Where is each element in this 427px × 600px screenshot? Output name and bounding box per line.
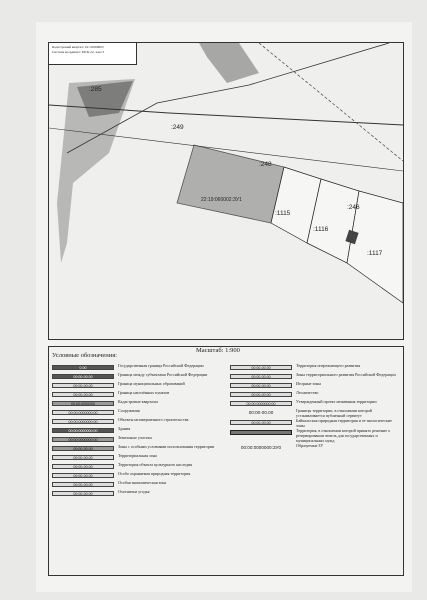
legend-item [230, 373, 398, 381]
legend-item [52, 463, 222, 471]
hatched-zone-top [199, 43, 259, 83]
legend-item [52, 445, 222, 453]
legend-description: Охотничьи угодья [118, 489, 150, 494]
legend-item [230, 409, 398, 418]
legend-item [52, 364, 222, 372]
legend-description: Границы территории, в отношении которой устанавливается публичный сервитут [296, 408, 372, 418]
label-246: :246 [347, 204, 360, 211]
legend-item [230, 364, 398, 372]
legend-description: Граница между субъектами Российской Федерации [118, 372, 208, 377]
legend-column-right [230, 364, 398, 453]
label-parcel-main: 22:19:060002:ЗУ1 [201, 197, 242, 203]
legend-description: Особо охраняемая природная территория [118, 471, 191, 476]
legend-description: Здания [118, 426, 131, 431]
legend-item [52, 472, 222, 480]
legend-symbol: 00:00:0000000:00 [52, 428, 114, 433]
legend-symbol: 00:00-00.00 [52, 374, 114, 379]
legend-description: Территория, в отношении которой принято решение о резервировании земель для государственных и муниципальных нужд [296, 428, 391, 443]
legend-symbol: 00:00-00.00 [52, 455, 114, 460]
map-scale: Масштаб: 1:900 [196, 347, 240, 354]
legend-symbol: 00:00-00.00 [230, 383, 292, 388]
legend-column-left [52, 364, 222, 499]
legend-symbol: 00:00:0000000:00 [52, 410, 114, 415]
legend-symbol: 00:00:0000000:ЗУ0 [240, 445, 282, 451]
legend-symbol: 00:00-00.00 [52, 392, 114, 397]
legend-symbol: 00:00-00.00 [230, 374, 292, 379]
legend-symbol: 00:00:0000000:00 [52, 437, 114, 442]
legend-item [230, 444, 398, 452]
legend-symbol: 0.00 [52, 365, 114, 370]
legend-item [230, 419, 398, 428]
legend-description: Байкальская природная территория и ее экологические зоны [296, 418, 392, 428]
legend-symbol: 00:00-00.00 [52, 482, 114, 487]
cadastral-map [49, 43, 403, 339]
info-coords: Система координат: МСК-22, зона 3 [52, 49, 105, 54]
legend-symbol: 00:00-00.00 [52, 383, 114, 388]
legend-description: Граница населённых пунктов [118, 390, 170, 395]
map-frame [48, 42, 404, 340]
legend-item [52, 454, 222, 462]
legend-symbol [230, 430, 292, 435]
legend-item [52, 409, 222, 417]
legend-item [52, 436, 222, 444]
legend-item [52, 418, 222, 426]
legend-item [52, 427, 222, 435]
parcel-zu1 [177, 145, 284, 223]
legend-item [52, 490, 222, 498]
label-1116: :1116 [313, 226, 329, 233]
label-249: :249 [171, 124, 184, 131]
legend-item [52, 373, 222, 381]
legend-symbol: 00:00-00.00 [52, 491, 114, 496]
legend-symbol: 00:00:0000000:00 [230, 401, 292, 406]
legend-symbol: 00:00-00.00 [230, 420, 292, 425]
legend-item [52, 481, 222, 489]
legend-description: Зоны территориального развития Российской Федерации [296, 372, 396, 377]
label-1117: :1117 [367, 250, 383, 257]
legend-description: Лесничество [296, 390, 319, 395]
legend-item [52, 391, 222, 399]
legend-description: Игорные зоны [296, 381, 321, 386]
legend-description: Сооружения [118, 408, 140, 413]
legend-item [52, 400, 222, 408]
legend-symbol: 00:00-00.00 [230, 392, 292, 397]
legend-item [230, 391, 398, 399]
legend-symbol: 00:00:0000000:00 [52, 419, 114, 424]
label-248: :248 [259, 161, 272, 168]
legend-description: Образуемые ЗУ [296, 443, 324, 449]
legend-symbol: 00:00-00.00 [52, 473, 114, 478]
legend-symbol: 00:00-00.00 [52, 464, 114, 469]
legend-description: Территориальная зона [118, 453, 157, 458]
legend-symbol: 00:00:0000000 [52, 401, 114, 406]
legend-title: Условные обозначения: [52, 352, 118, 359]
legend-description: Особая экономическая зона [118, 480, 167, 485]
legend-description: Территория объекта культурного наследия [118, 462, 192, 467]
info-quarter: Кадастровый квартал: 22:19:060002 [52, 45, 104, 49]
legend-description: Граница муниципальных образований [118, 381, 185, 386]
legend-description: Кадастровые кварталы [118, 399, 158, 404]
legend-description: Объекты незавершенного строительства [118, 417, 189, 422]
map-info-box [49, 43, 137, 65]
legend-description: Территория опережающего развития [296, 363, 361, 368]
legend-item [230, 400, 398, 408]
legend-description: Земельные участки [118, 435, 152, 440]
legend-symbol: 00:00-00.00 [248, 410, 274, 415]
legend-symbol: 00:00-00.00 [230, 365, 292, 370]
label-1115: :1115 [275, 210, 291, 217]
legend-item [230, 429, 398, 443]
label-285: :285 [89, 86, 102, 93]
legend-description: Утвержденный проект межевания территории [296, 399, 377, 404]
legend-description: Государственная граница Российской Федерации [118, 363, 204, 368]
legend-item [52, 382, 222, 390]
legend-description: Зоны с особыми условиями использования территории [118, 444, 215, 449]
legend-item [230, 382, 398, 390]
legend-symbol: 00:00-00.00 [52, 446, 114, 451]
